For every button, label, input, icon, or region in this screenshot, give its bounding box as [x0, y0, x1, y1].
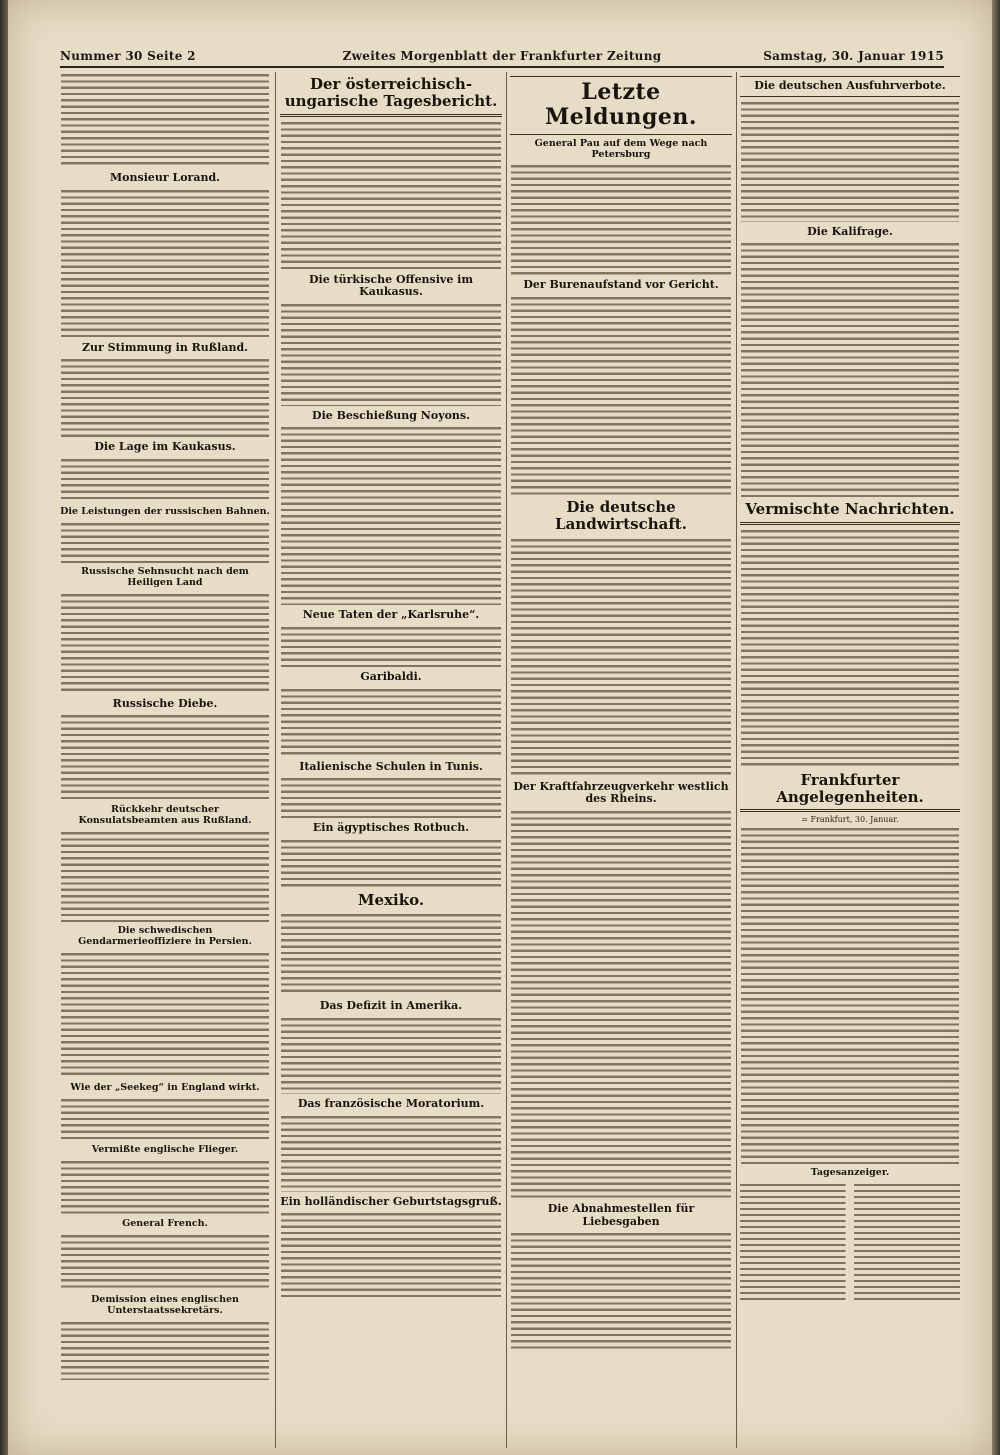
column-3 [510, 72, 732, 1450]
headline: General Pau auf dem Wege nach Petersburg [534, 137, 708, 160]
article-text [61, 1320, 269, 1380]
headline: Das französische Moratorium. [297, 1096, 485, 1110]
article-text [61, 830, 269, 922]
headline: Der Burenaufstand vor Gericht. [523, 278, 719, 292]
article-text [61, 72, 269, 168]
headline: Die türkische Offensive im Kaukasus. [309, 272, 473, 299]
column-rule [275, 72, 276, 1448]
headline: Russische Diebe. [112, 696, 218, 710]
column-1 [60, 72, 270, 1450]
article-text [511, 295, 731, 495]
headline: Russische Sehnsucht nach dem Heiligen Land [81, 565, 249, 588]
column-rule [736, 72, 737, 1448]
article-text [281, 687, 501, 757]
article-text [61, 713, 269, 801]
article-text [281, 1114, 501, 1192]
headline: Die Beschießung Noyons. [312, 408, 470, 422]
article-text [61, 1097, 269, 1141]
article-text [281, 302, 501, 406]
headline: Wie der „Seekeg“ in England wirkt. [70, 1082, 260, 1094]
headline: Rückkehr deutscher Konsulatsbeamten aus Rußland. [78, 804, 252, 827]
headline: Die deutschen Ausfuhrverbote. [740, 76, 960, 97]
article-text [61, 521, 269, 563]
headline: Letzte Meldungen. [510, 76, 732, 135]
issue-date: Samstag, 30. Januar 1915 [763, 49, 944, 63]
article-text [511, 537, 731, 777]
headline: Die Lage im Kaukasus. [94, 440, 236, 454]
article-text [281, 120, 501, 270]
headline: Vermißte englische Flieger. [91, 1143, 239, 1155]
article-text [741, 241, 959, 497]
article-text [281, 1211, 501, 1301]
article-text [281, 776, 501, 818]
article-text [61, 1233, 269, 1291]
column-rule [506, 72, 507, 1448]
article-text [61, 457, 269, 503]
column-4 [740, 72, 960, 1450]
headline: Vermischte Nachrichten. [740, 501, 960, 524]
headline: Die Kalifrage. [807, 224, 893, 238]
masthead [60, 46, 944, 68]
article-text [61, 1159, 269, 1215]
headline: Ein ägyptisches Rotbuch. [312, 821, 470, 835]
headline: Tagesanzeiger. [810, 1167, 890, 1179]
article-text [741, 528, 959, 768]
article-text [61, 951, 269, 1079]
article-text [511, 1231, 731, 1349]
headline: Das Defizit in Amerika. [319, 999, 463, 1013]
headline: Ein holländischer Geburtstagsgruß. [280, 1194, 502, 1208]
event-listing [740, 1182, 960, 1300]
page-binding [0, 0, 8, 1455]
headline: Demission eines englischen Unterstaatssekretärs. [91, 1293, 239, 1316]
headline: Monsieur Lorand. [109, 171, 221, 184]
paper-title: Zweites Morgenblatt der Frankfurter Zeitung [342, 49, 662, 63]
article-text [741, 826, 959, 1164]
article-text [511, 809, 731, 1199]
column-2 [280, 72, 502, 1450]
headline: Mexiko. [357, 890, 425, 909]
issue-number: Nummer 30 Seite 2 [60, 49, 196, 63]
headline: Die schwedischen Gendarmerieoffiziere in Persien. [78, 925, 252, 948]
headline: General French. [122, 1217, 208, 1229]
headline: Der österreichisch-ungarische Tagesbericht. [280, 76, 502, 117]
headline: Zur Stimmung in Rußland. [82, 340, 248, 354]
headline: Der Kraftfahrzeugverkehr westlich des Rheins. [513, 779, 729, 806]
article-text [61, 592, 269, 694]
headline: Neue Taten der „Karlsruhe“. [302, 608, 480, 622]
article-text [281, 425, 501, 605]
headline: Italienische Schulen in Tunis. [299, 759, 483, 773]
headline: Die Abnahmestellen für Liebesgaben [547, 1201, 695, 1228]
headline: Frankfurter Angelegenheiten. [740, 772, 960, 813]
page-edge [992, 0, 1000, 1455]
article-text [281, 912, 501, 996]
article-text [281, 838, 501, 888]
headline: Garibaldi. [360, 670, 422, 684]
dateline: = Frankfurt, 30. Januar. [801, 815, 899, 825]
headline: Die Leistungen der russischen Bahnen. [60, 505, 270, 517]
article-text [61, 188, 269, 338]
article-text [281, 1016, 501, 1094]
headline: Die deutsche Landwirtschaft. [555, 498, 687, 534]
article-text [281, 625, 501, 667]
article-text [511, 163, 731, 275]
article-text [61, 357, 269, 437]
article-text [741, 100, 959, 222]
